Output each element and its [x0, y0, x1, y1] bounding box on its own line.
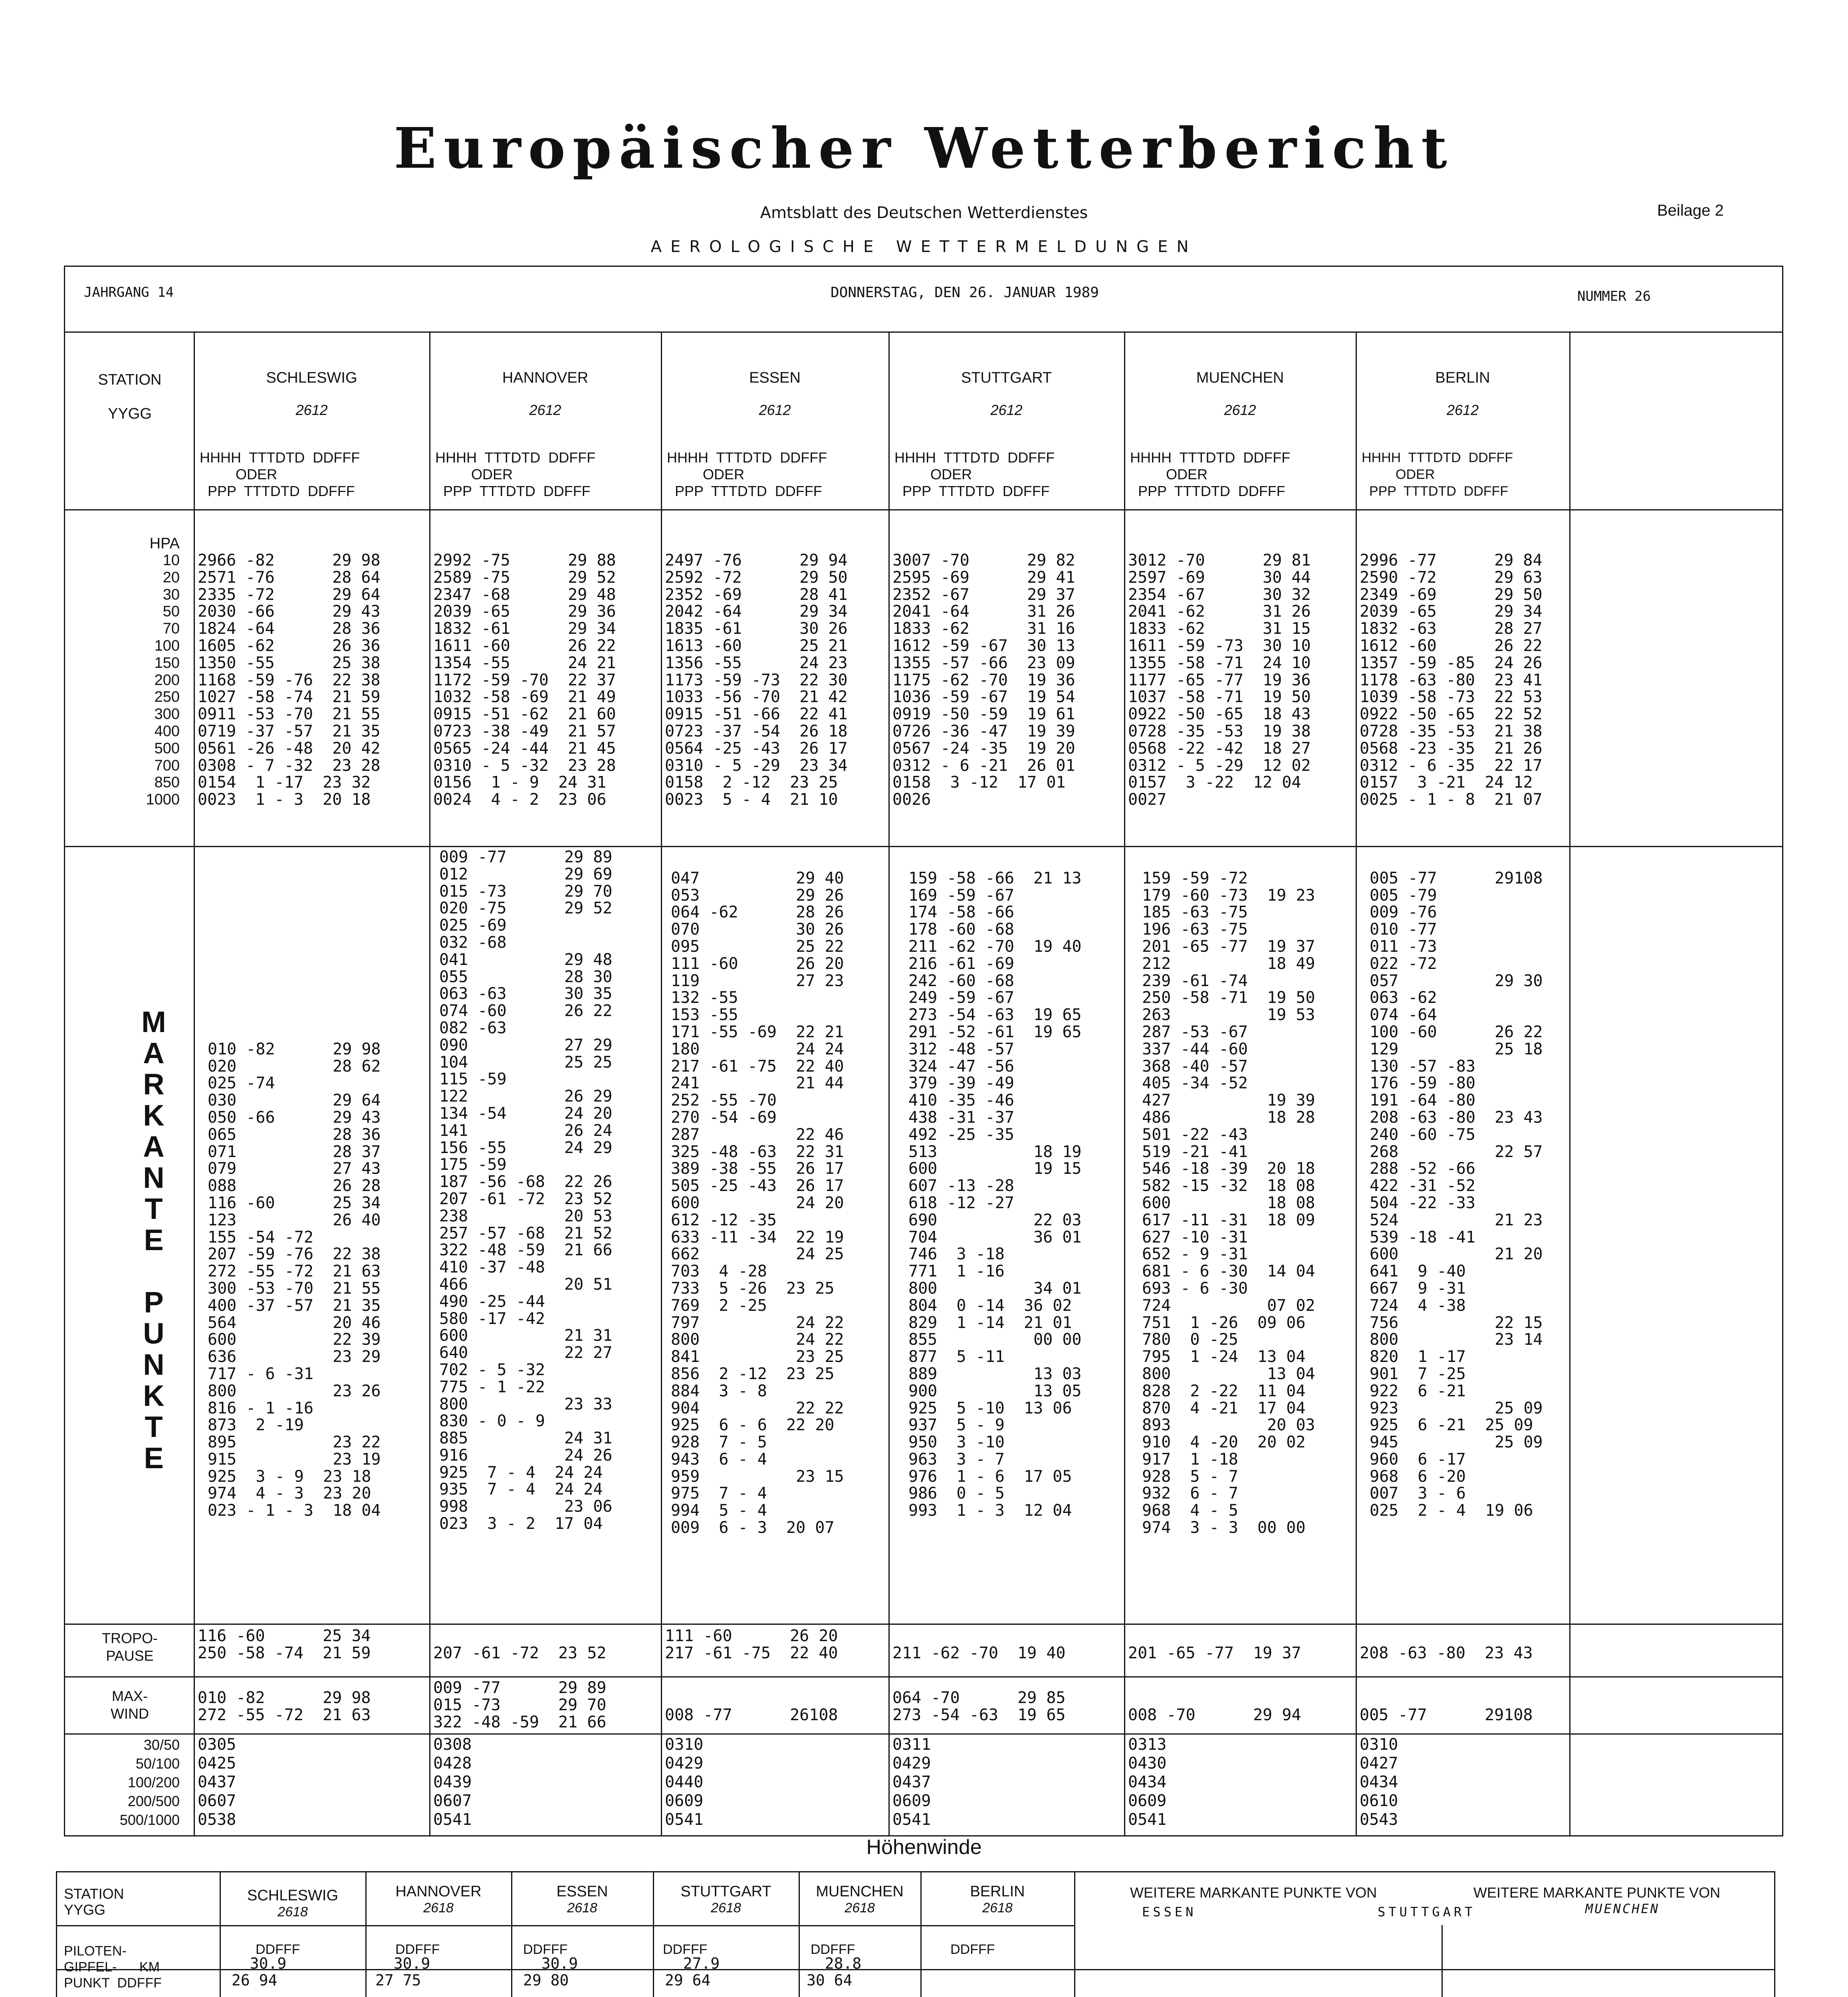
tropopause-muenchen: 201 -65 -77 19 37 — [1128, 1644, 1301, 1662]
section-title: AEROLOGISCHE WETTERMELDUNGEN — [650, 238, 1198, 256]
pilot-ddfff-stuttgart: DDFFF — [663, 1942, 708, 1957]
further-station-stuttgart: STUTTGART — [1378, 1904, 1476, 1920]
layers-schleswig: 0305 0425 0437 0607 0538 — [198, 1735, 236, 1829]
tropopause-label: TROPO- PAUSE — [102, 1630, 158, 1664]
winds-station-header: STATION YYGG — [64, 1886, 124, 1918]
std-levels-essen: 2497 -76 29 94 2592 -72 29 50 2352 -69 28 41 2042 -64 29 34 1835 -61 30 26 1613 -60 25 21 1356 -55 24 23 1173 -59 -73 22 30 1033 -56 -70 21 42 0915 -51 -66 22 41 0723 -37 -54 26 18 0564 -25 -43 26 17 0310 - 5 -29 23 34 0158 2 -12 23 25 0023 5 - 4 21 10 — [665, 551, 848, 809]
volume-label: JAHRGANG 14 — [84, 284, 174, 300]
pilot-ddfff-schleswig: DDFFF — [256, 1942, 300, 1957]
layer-labels: 30/50 50/100 100/200 200/500 500/1000 — [119, 1737, 180, 1828]
col-header-essen: HHHH TTTDTD DDFFF ODER PPP TTTDTD DDFFF — [667, 449, 827, 499]
layers-stuttgart: 0311 0429 0437 0609 0541 — [892, 1735, 931, 1829]
std-levels-stuttgart: 3007 -70 29 82 2595 -69 29 41 2352 -67 29 37 2041 -64 31 26 1833 -62 31 16 1612 -59 -67 30 13 1355 -57 -66 23 09 1175 -62 -70 19 36 1036 -59 -67 19 54 0919 -50 -59 19 61 0726 -36 -47 19 39 0567 -24 -35 19 20 0312 - 6 -21 26 01 0158 3 -12 17 01 0026 — [892, 551, 1075, 809]
layers-muenchen: 0313 0430 0434 0609 0541 — [1128, 1735, 1167, 1829]
hpa-levels: 10 20 30 50 70 100 150 200 250 300 400 500 700 850 1000 — [146, 552, 180, 808]
pilot-ddfff-essen: DDFFF — [523, 1942, 568, 1957]
tropopause-essen: 111 -60 26 20 217 -61 -75 22 40 — [665, 1627, 838, 1662]
hpa-label: HPA — [149, 535, 180, 552]
winds-station-essen: ESSEN 2618 — [556, 1883, 608, 1916]
further-points-label-2: WEITERE MARKANTE PUNKTE VON — [1473, 1884, 1721, 1901]
winds-station-hannover: HANNOVER 2618 — [395, 1883, 482, 1916]
winds-station-berlin: BERLIN 2618 — [970, 1883, 1025, 1916]
pilot-schleswig: 30.9 26 94 — [232, 1955, 287, 1989]
station-header: STATION — [98, 371, 162, 388]
layers-essen: 0310 0429 0440 0609 0541 — [665, 1735, 704, 1829]
pilot-ddfff-muenchen: DDFFF — [811, 1942, 855, 1957]
markante-punkte-label: M A R K A N T E P U N K T E — [141, 1005, 166, 1475]
col-header-berlin: HHHH TTTDTD DDFFF ODER PPP TTTDTD DDFFF — [1362, 450, 1513, 499]
station-schleswig: SCHLESWIG 2612 — [266, 369, 357, 418]
tropopause-hannover: 207 -61 -72 23 52 — [433, 1644, 607, 1662]
maxwind-label: MAX- WIND — [111, 1688, 149, 1722]
issue-number: NUMMER 26 — [1577, 288, 1651, 304]
pilot-ddfff-berlin: DDFFF — [950, 1942, 995, 1957]
std-levels-schleswig: 2966 -82 29 98 2571 -76 28 64 2335 -72 29 64 2030 -66 29 43 1824 -64 28 36 1605 -62 26 36 1350 -55 25 38 1168 -59 -76 22 38 1027 -58 -74 21 59 0911 -53 -70 21 55 0719 -37 -57 21 35 0561 -26 -48 20 42 0308 - 7 -32 23 28 0154 1 -17 23 32 0023 1 - 3 20 18 — [198, 551, 381, 809]
maxwind-muenchen: 008 -70 29 94 — [1128, 1705, 1301, 1724]
col-header-hannover: HHHH TTTDTD DDFFF ODER PPP TTTDTD DDFFF — [435, 449, 596, 499]
station-hannover: HANNOVER 2612 — [502, 369, 589, 418]
page-subtitle: Amtsblatt des Deutschen Wetterdienstes — [760, 204, 1088, 222]
yygg-header: YYGG — [108, 405, 152, 422]
std-levels-hannover: 2992 -75 29 88 2589 -75 29 52 2347 -68 29 48 2039 -65 29 36 1832 -61 29 34 1611 -60 26 22 1354 -55 24 21 1172 -59 -70 22 37 1032 -58 -69 21 49 0915 -51 -62 21 60 0723 -38 -49 21 57 0565 -24 -44 21 45 0310 - 5 -32 23 28 0156 1 - 9 24 31 0024 4 - 2 23 06 — [433, 551, 616, 809]
issue-date: DONNERSTAG, DEN 26. JANUAR 1989 — [831, 284, 1099, 301]
tropopause-berlin: 208 -63 -80 23 43 — [1360, 1644, 1533, 1662]
pilot-essen: 30.9 29 80 — [523, 1955, 578, 1989]
maxwind-stuttgart: 064 -70 29 85 273 -54 -63 19 65 — [892, 1689, 1066, 1724]
further-points-label-1: WEITERE MARKANTE PUNKTE VON — [1130, 1884, 1377, 1901]
maxwind-hannover: 009 -77 29 89 015 -73 29 70 322 -48 -59 21 66 — [433, 1679, 607, 1731]
sig-points-essen: 047 29 40 053 29 26 064 -62 28 26 070 30 26 095 25 22 111 -60 26 20 119 27 23 132 -55 153 -55 171 -55 -69 22 21 180 24 24 217 -61 -75 22 40 241 21 44 252 -55 -70 270 -54 -69 287 22 46 325 -48 -63 22 31 389 -38 -55 26 17 505 -25 -43 26 17 600 24 20 612 -12 -35 633 -11 -34 22 19 662 24 25 703 4 -28 733 5 -26 23 25 769 2 -25 797 24 22 800 24 22 841 23 25 856 2 -12 23 25 884 3 - 8 904 22 22 925 6 - 6 22 20 928 7 - 5 943 6 - 4 959 23 15 975 7 - 4 994 5 - 4 009 6 - 3 20 07 — [671, 869, 844, 1537]
sig-points-stuttgart: 159 -58 -66 21 13 169 -59 -67 174 -58 -66 178 -60 -68 211 -62 -70 19 40 216 -61 -69 242 -60 -68 249 -59 -67 273 -54 -63 19 65 291 -52 -61 19 65 312 -48 -57 324 -47 -56 379 -39 -49 410 -35 -46 438 -31 -37 492 -25 -35 513 18 19 600 19 15 607 -13 -28 618 -12 -27 690 22 03 704 36 01 746 3 -18 771 1 -16 800 34 01 804 0 -14 36 02 829 1 -14 21 01 855 00 00 877 5 -11 889 13 03 900 13 05 925 5 -10 13 06 937 5 - 9 950 3 -10 963 3 - 7 976 1 - 6 17 05 986 0 - 5 993 1 - 3 12 04 — [908, 869, 1082, 1520]
sig-points-schleswig: 010 -82 29 98 020 28 62 025 -74 030 29 64 050 -66 29 43 065 28 36 071 28 37 079 27 43 088 26 28 116 -60 25 34 123 26 40 155 -54 -72 207 -59 -76 22 38 272 -55 -72 21 63 300 -53 -70 21 55 400 -37 -57 21 35 564 20 46 600 22 39 636 23 29 717 - 6 -31 800 23 26 816 - 1 -16 873 2 -19 895 23 22 915 23 19 925 3 - 9 23 18 974 4 - 3 23 20 023 - 1 - 3 18 04 — [208, 1040, 381, 1520]
page-title: Europäischer Wetterbericht — [394, 116, 1454, 181]
col-header-stuttgart: HHHH TTTDTD DDFFF ODER PPP TTTDTD DDFFF — [894, 449, 1055, 499]
sig-points-muenchen: 159 -59 -72 179 -60 -73 19 23 185 -63 -75 196 -63 -75 201 -65 -77 19 37 212 18 49 239 -61 -74 250 -58 -71 19 50 263 19 53 287 -53 -67 337 -44 -60 368 -40 -57 405 -34 -52 427 19 39 486 18 28 501 -22 -43 519 -21 -41 546 -18 -39 20 18 582 -15 -32 18 08 600 18 08 617 -11 -31 18 09 627 -10 -31 652 - 9 -31 681 - 6 -30 14 04 693 - 6 -30 724 07 02 751 1 -26 09 06 780 0 -25 795 1 -24 13 04 800 13 04 828 2 -22 11 04 870 4 -21 17 04 893 20 03 910 4 -20 20 02 917 1 -18 928 5 - 7 932 6 - 7 968 4 - 5 974 3 - 3 00 00 — [1142, 869, 1315, 1537]
sig-points-berlin: 005 -77 29108 005 -79 009 -76 010 -77 011 -73 022 -72 057 29 30 063 -62 074 -64 100 -60 26 22 129 25 18 130 -57 -83 176 -59 -80 191 -64 -80 208 -63 -80 23 43 240 -60 -75 268 22 57 288 -52 -66 422 -31 -52 504 -22 -33 524 21 23 539 -18 -41 600 21 20 641 9 -40 667 9 -31 724 4 -38 756 22 15 800 23 14 820 1 -17 901 7 -25 922 6 -21 923 25 09 925 6 -21 25 09 945 25 09 960 6 -17 968 6 -20 007 3 - 6 025 2 - 4 19 06 — [1370, 869, 1543, 1520]
pilot-hannover: 30.9 27 75 — [375, 1955, 430, 1989]
station-essen: ESSEN 2612 — [749, 369, 801, 418]
sig-points-hannover: 009 -77 29 89 012 29 69 015 -73 29 70 020 -75 29 52 025 -69 032 -68 041 29 48 055 28 30 063 -63 30 35 074 -60 26 22 082 -63 090 27 29 104 25 25 115 -59 122 26 29 134 -54 24 20 141 26 24 156 -55 24 29 175 -59 187 -56 -68 22 26 207 -61 -72 23 52 238 20 53 257 -57 -68 21 52 322 -48 -59 21 66 410 -37 -48 466 20 51 490 -25 -44 580 -17 -42 600 21 31 640 22 27 702 - 5 -32 775 - 1 -22 800 23 33 830 - 0 - 9 885 24 31 916 24 26 925 7 - 4 24 24 935 7 - 4 24 24 998 23 06 023 3 - 2 17 04 — [439, 848, 613, 1533]
col-header-muenchen: HHHH TTTDTD DDFFF ODER PPP TTTDTD DDFFF — [1130, 449, 1291, 499]
station-stuttgart: STUTTGART 2612 — [961, 369, 1052, 418]
pilot-summit-label: PILOTEN- GIPFEL- KM PUNKT DDFFF — [64, 1943, 162, 1991]
layers-berlin: 0310 0427 0434 0610 0543 — [1360, 1735, 1398, 1829]
supplement-label: Beilage 2 — [1657, 202, 1724, 219]
tropopause-schleswig: 116 -60 25 34 250 -58 -74 21 59 — [198, 1627, 371, 1662]
col-header-schleswig: HHHH TTTDTD DDFFF ODER PPP TTTDTD DDFFF — [200, 449, 360, 499]
pilot-ddfff-hannover: DDFFF — [395, 1942, 440, 1957]
std-levels-muenchen: 3012 -70 29 81 2597 -69 30 44 2354 -67 30 32 2041 -62 31 26 1833 -62 31 15 1611 -59 -73 30 10 1355 -58 -71 24 10 1177 -65 -77 19 36 1037 -58 -71 19 50 0922 -50 -65 18 43 0728 -35 -53 19 38 0568 -22 -42 18 27 0312 - 5 -29 12 02 0157 3 -22 12 04 0027 — [1128, 551, 1311, 809]
station-berlin: BERLIN 2612 — [1435, 369, 1490, 418]
maxwind-berlin: 005 -77 29108 — [1360, 1705, 1533, 1724]
winds-station-schleswig: SCHLESWIG 2618 — [247, 1887, 339, 1920]
winds-title: Höhenwinde — [866, 1836, 982, 1859]
tropopause-stuttgart: 211 -62 -70 19 40 — [892, 1644, 1066, 1662]
pilot-muenchen: 28.8 30 64 — [807, 1955, 862, 1989]
further-station-essen: ESSEN — [1142, 1904, 1197, 1920]
layers-hannover: 0308 0428 0439 0607 0541 — [433, 1735, 472, 1829]
std-levels-berlin: 2996 -77 29 84 2590 -72 29 63 2349 -69 29 50 2039 -65 29 34 1832 -63 28 27 1612 -60 26 22 1357 -59 -85 24 26 1178 -63 -80 23 41 1039 -58 -73 22 53 0922 -50 -65 22 52 0728 -35 -53 21 38 0568 -23 -35 21 26 0312 - 6 -35 22 17 0157 3 -21 24 12 0025 - 1 - 8 21 07 — [1360, 551, 1543, 809]
maxwind-essen: 008 -77 26108 — [665, 1705, 838, 1724]
maxwind-schleswig: 010 -82 29 98 272 -55 -72 21 63 — [198, 1689, 371, 1724]
pilot-stuttgart: 27.9 29 64 — [665, 1955, 720, 1989]
winds-station-stuttgart: STUTTGART 2618 — [680, 1883, 771, 1916]
winds-station-muenchen: MUENCHEN 2618 — [816, 1883, 904, 1916]
further-station-muenchen: MUENCHEN — [1585, 1901, 1660, 1916]
station-muenchen: MUENCHEN 2612 — [1196, 369, 1284, 418]
